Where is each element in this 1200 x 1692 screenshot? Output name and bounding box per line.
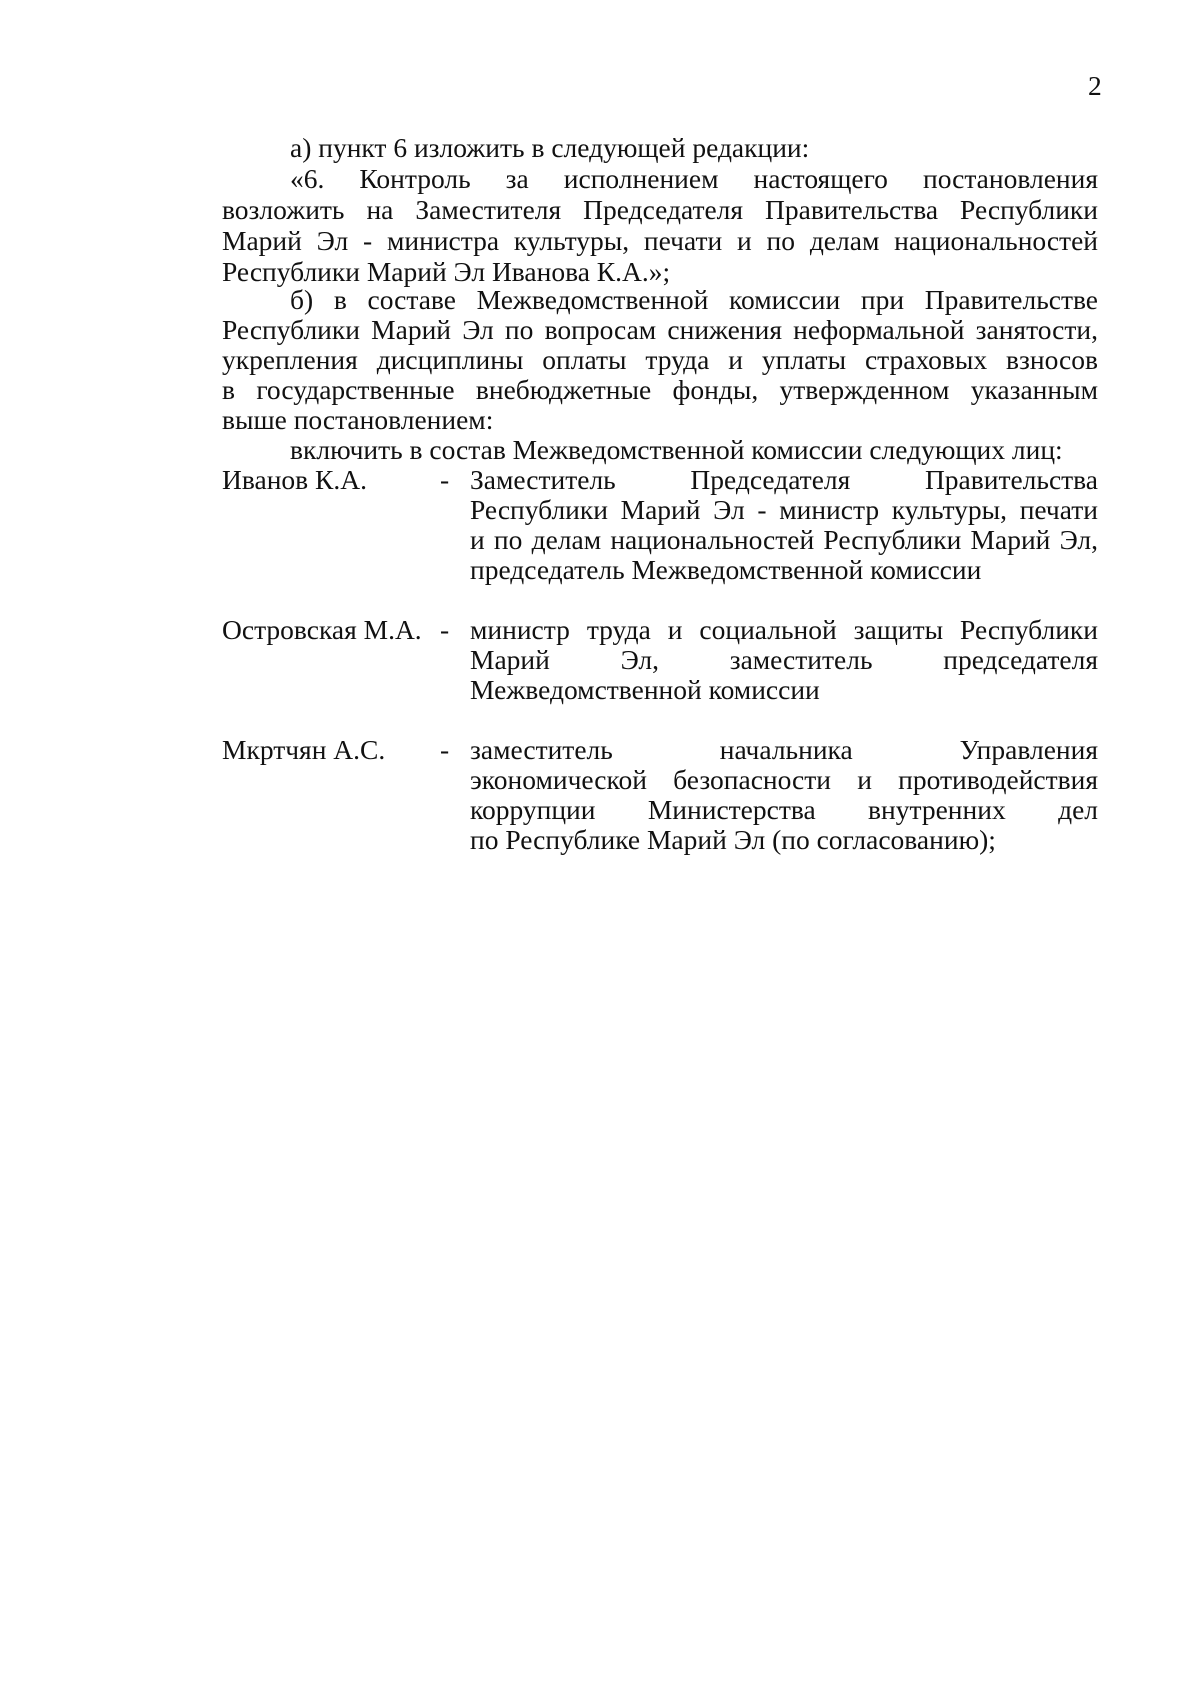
item-a-line: а) пункт 6 изложить в следующей редакции: [290, 132, 810, 163]
member-role-line: Марий Эл, заместитель председателя [470, 644, 1098, 675]
member-name: Иванов К.А. [222, 464, 367, 495]
item6-line: возложить на Заместителя Председателя Правительства Республики [222, 194, 1098, 225]
item6-line: «6. Контроль за исполнением настоящего постановления [290, 163, 1098, 194]
member-dash: - [440, 734, 450, 765]
item-b-line: Республики Марий Эл по вопросам снижения неформальной занятости, [222, 314, 1098, 345]
member-role-line: Межведомственной комиссии [470, 674, 820, 705]
member-role-line: коррупции Министерства внутренних дел [470, 794, 1098, 825]
member-role-line: Республики Марий Эл - министр культуры, печати [470, 494, 1098, 525]
item-b-line: в государственные внебюджетные фонды, утвержденном указанным [222, 374, 1098, 405]
member-role-line: экономической безопасности и противодействия [470, 764, 1098, 795]
member-dash: - [440, 614, 450, 645]
member-dash: - [440, 464, 450, 495]
member-role-line: председатель Межведомственной комиссии [470, 554, 982, 585]
page-number: 2 [1088, 70, 1102, 101]
member-role-line: по Республике Марий Эл (по согласованию); [470, 824, 996, 855]
member-name: Островская М.А. [222, 614, 422, 645]
item-b-line: укрепления дисциплины оплаты труда и уплаты страховых взносов [222, 344, 1098, 375]
member-role-line: министр труда и социальной защиты Республики [470, 614, 1098, 645]
item-b-line: выше постановлением: [222, 404, 494, 435]
member-role-line: и по делам национальностей Республики Марий Эл, [470, 524, 1098, 555]
item6-line: Марий Эл - министра культуры, печати и по делам национальностей [222, 225, 1098, 256]
member-role-line: заместитель начальника Управления [470, 734, 1098, 765]
member-name: Мкртчян А.С. [222, 734, 386, 765]
member-role-line: Заместитель Председателя Правительства [470, 464, 1098, 495]
item-b-line: б) в составе Межведомственной комиссии при Правительстве [290, 284, 1098, 315]
item6-line: Республики Марий Эл Иванова К.А.»; [222, 256, 671, 287]
include-line: включить в состав Межведомственной комиссии следующих лиц: [290, 434, 1063, 465]
